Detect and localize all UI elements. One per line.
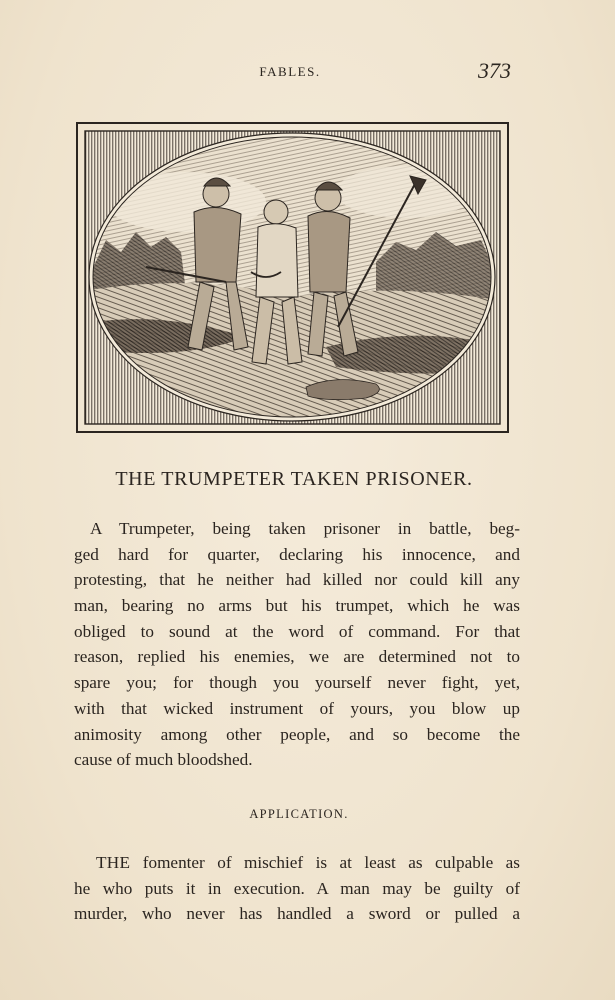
fable-title: THE TRUMPETER TAKEN PRISONER. — [115, 468, 473, 490]
text-line: murder, who never has handled a sword or pulled a — [74, 904, 520, 924]
text-line: cause of much bloodshed. — [74, 750, 253, 770]
text-line: animosity among other people, and so become the — [74, 724, 520, 744]
text-line: ged hard for quarter, declaring his innocence, and — [74, 544, 520, 564]
text-line — [74, 850, 520, 876]
fable-text — [74, 516, 520, 773]
lead-word: THE — [96, 853, 131, 872]
text-line: man, bearing no arms but his trumpet, which he was — [74, 596, 520, 616]
application-text — [74, 850, 520, 927]
text-line: he who puts it in execution. A man may be guilty of — [74, 878, 520, 898]
text-line: with that wicked instrument of yours, you blow up — [74, 698, 520, 718]
engraving-plate — [76, 122, 509, 433]
running-title: FABLES. — [259, 64, 321, 79]
text-line-rest: fomenter of mischief is at least as culpable as — [130, 853, 520, 872]
text-line: obliged to sound at the word of command. For that — [74, 621, 520, 641]
running-head — [0, 58, 615, 86]
engraving-illustration-icon — [76, 122, 509, 433]
text-line: spare you; for though you yourself never fight, yet, — [74, 673, 520, 693]
page-number: 373 — [478, 58, 511, 83]
text-line: reason, replied his enemies, we are determined not to — [74, 647, 520, 667]
application-heading: APPLICATION. — [249, 807, 349, 821]
text-line: A Trumpeter, being taken prisoner in battle, beg- — [90, 519, 520, 538]
text-line: protesting, that he neither had killed nor could kill any — [74, 570, 520, 590]
